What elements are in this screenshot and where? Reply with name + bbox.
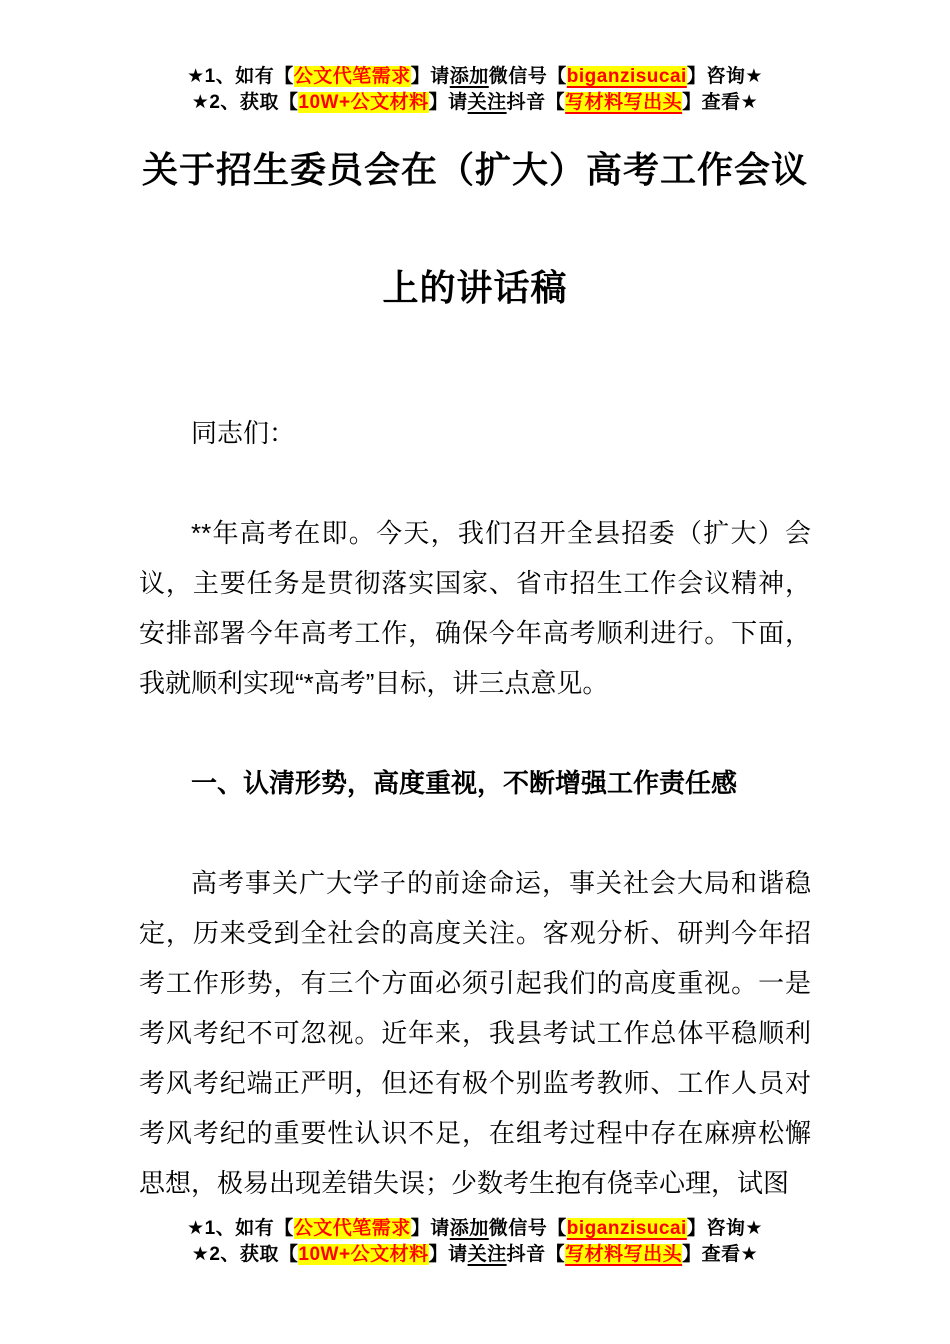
writing-service-highlight: 公文代笔需求 [293,66,411,87]
promo-text: 】请 [410,1218,450,1239]
follow-action-underline: 关注 [467,1244,507,1265]
promo-footer [0,1216,950,1268]
promo-text: ★1、如有【 [187,1218,294,1239]
add-action-underline: 添加 [449,1218,489,1239]
paragraph-2: 高考事关广大学子的前途命运，事关社会大局和谐稳定，历来受到全社会的高度关注。客观分析、研判今年招考工作形势，有三个方面必须引起我们的高度重视。一是考风考纪不可忽视。近年来，我县考试工作总体平稳顺利考风考纪端正严明，但还有极个别监考教师、工作人员对考风考纪的重要性认识不足，在组考过程中存在麻痹松懈思想，极易出现差错失误；少数考生抱有侥幸心理，试图 [139,868,811,1198]
douyin-id-highlight: 写材料写出头 [565,1244,683,1265]
promo-footer-line-1 [0,1216,950,1242]
promo-text: 】查看★ [682,1244,759,1265]
promo-text: ★2、获取【 [191,92,299,113]
promo-text: 微信号【 [488,66,567,87]
writing-service-highlight: 公文代笔需求 [293,1218,411,1239]
promo-text: 抖音【 [506,1244,566,1265]
materials-count-highlight: 10W+公文材料 [298,92,429,113]
follow-action-underline: 关注 [467,92,507,113]
promo-text: 】请 [428,1244,468,1265]
promo-text: 】请 [428,92,468,113]
section-heading-1: 一、认清形势，高度重视，不断增强工作责任感 [191,768,738,798]
wechat-id-highlight: biganzisucai [566,1218,687,1239]
add-action-underline: 添加 [449,66,489,87]
promo-text: ★2、获取【 [191,1244,299,1265]
promo-header-line-1 [0,64,950,90]
paragraph-1: **年高考在即。今天，我们召开全县招委（扩大）会议，主要任务是贯彻落实国家、省市招生工作会议精神，安排部署今年高考工作，确保今年高考顺利进行。下面，我就顺利实现“*高考”目标，讲三点意见。 [139,518,811,698]
salutation: 同志们： [191,418,296,448]
promo-text: 】查看★ [682,92,759,113]
promo-text: 微信号【 [488,1218,567,1239]
promo-header-line-2 [0,90,950,116]
document-title-line-2: 上的讲话稿 [382,267,568,308]
promo-text: 】咨询★ [686,1218,763,1239]
promo-header [0,64,950,116]
document-body [139,408,811,1258]
promo-footer-line-2 [0,1242,950,1268]
douyin-id-highlight: 写材料写出头 [565,92,683,113]
materials-count-highlight: 10W+公文材料 [298,1244,429,1265]
document-title-line-1: 关于招生委员会在（扩大）高考工作会议 [141,149,808,190]
wechat-id-highlight: biganzisucai [566,66,687,87]
promo-text: 】咨询★ [686,66,763,87]
promo-text: 抖音【 [506,92,566,113]
promo-text: 】请 [410,66,450,87]
promo-text: ★1、如有【 [187,66,294,87]
